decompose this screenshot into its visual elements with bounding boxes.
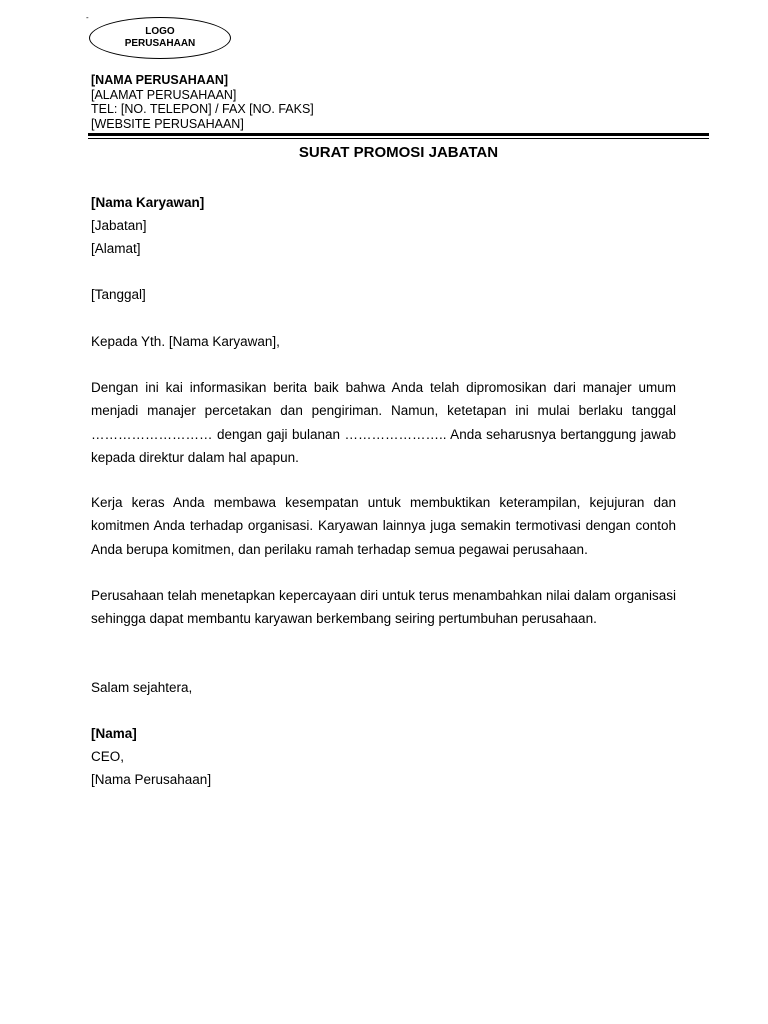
corner-mark: -: [86, 13, 89, 22]
letterhead-divider-thin: [88, 138, 709, 139]
company-logo-placeholder: [89, 17, 231, 59]
paragraph-company-trust: Perusahaan telah menetapkan kepercayaan diri untuk terus menambahkan nilai dalam organisasi sehingga dapat membantu karyawan berkembang seiring pertumbuhan perusahaan.: [91, 588, 676, 627]
logo-text-line-1: LOGO: [145, 26, 175, 37]
signer-name: [Nama]: [91, 726, 137, 741]
logo-text-line-2: PERUSAHAAN: [124, 38, 196, 49]
company-address: [ALAMAT PERUSAHAAN]: [91, 87, 237, 102]
letter-date: [Tanggal]: [91, 287, 146, 302]
recipient-name: [Nama Karyawan]: [91, 195, 205, 210]
closing-greeting: Salam sejahtera,: [91, 680, 193, 695]
letterhead-divider-thick: [88, 133, 709, 136]
signer-title: CEO,: [91, 749, 125, 764]
document-title: SURAT PROMOSI JABATAN: [298, 144, 499, 161]
paragraph-achievement: Kerja keras Anda membawa kesempatan untuk membuktikan keterampilan, kejujuran dan komitmen Anda terhadap organisasi. Karyawan lainnya juga semakin termotivasi dengan contoh Anda berupa komitmen, dan perilaku ramah terhadap semua pegawai perusahaan.: [91, 495, 676, 557]
company-name: [NAMA PERUSAHAAN]: [91, 73, 229, 87]
letterhead-company-info: [91, 73, 314, 131]
recipient-address: [Alamat]: [91, 241, 141, 256]
company-contact: TEL: [NO. TELEPON] / FAX [NO. FAKS]: [91, 102, 314, 116]
salutation: Kepada Yth. [Nama Karyawan],: [91, 334, 280, 349]
paragraph-promotion: Dengan ini kai informasikan berita baik bahwa Anda telah dipromosikan dari manajer umum menjadi manajer percetakan dan pengiriman. Namun, ketetapan ini mulai berlaku tanggal ……………………… dengan gaji bulanan ………………….. Anda seharusnya bertanggung jawab kepada direktur dalam hal apapun.: [91, 380, 676, 465]
signer-company: [Nama Perusahaan]: [91, 772, 212, 787]
company-website: [WEBSITE PERUSAHAAN]: [91, 116, 244, 131]
recipient-position: [Jabatan]: [91, 218, 147, 233]
